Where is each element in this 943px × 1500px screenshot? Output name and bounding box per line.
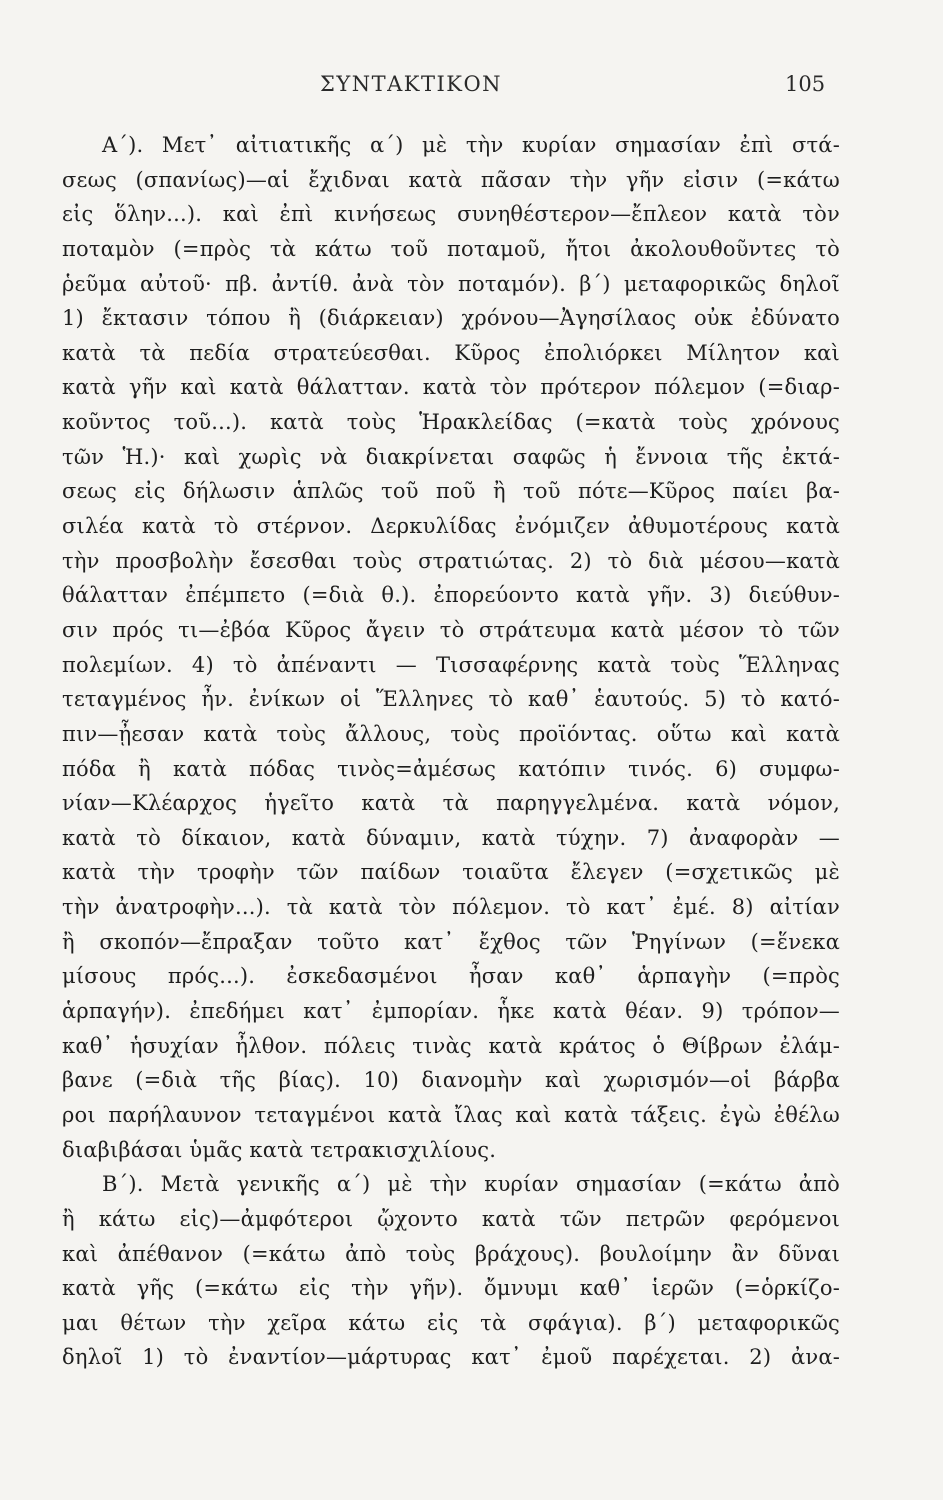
text-line: τεταγμένος ἦν. ἐνίκων οἱ Ἕλληνες τὸ καθ᾽ ἑαυτούς. 5) τὸ κατό- — [62, 687, 840, 712]
text-line: νίαν—Κλέαρχος ἡγεῖτο κατὰ τὰ παρηγγελμένα. κατὰ νόμον, — [62, 791, 840, 816]
text-line: πόδα ἢ κατὰ πόδας τινὸς=ἀμέσως κατόπιν τινός. 6) συμφω- — [62, 756, 840, 781]
text-line: Α΄). Μετ᾽ αἰτιατικῆς α΄) μὲ τὴν κυρίαν σημασίαν ἐπὶ στά- — [102, 133, 840, 157]
text-line: πιν—ᾖεσαν κατὰ τοὺς ἄλλους, τοὺς προϊόντας. οὕτω καὶ κατὰ — [62, 721, 840, 746]
text-line: σιλέα κατὰ τὸ στέρνον. Δερκυλίδας ἐνόμιζεν ἀθυμοτέρους κατὰ — [62, 514, 840, 539]
page-number: 105 — [785, 72, 826, 96]
text-line: Β΄). Μετὰ γενικῆς α΄) μὲ τὴν κυρίαν σημασίαν (=κάτω ἀπὸ — [102, 1172, 840, 1197]
text-line: ποταμὸν (=πρὸς τὰ κάτω τοῦ ποταμοῦ, ἤτοι ἀκολουθοῦντες τὸ — [62, 236, 840, 261]
text-line: κατὰ τὰ πεδία στρατεύεσθαι. Κῦρος ἐπολιόρκει Μίλητον καὶ — [62, 340, 840, 365]
text-line: ἢ σκοπόν—ἔπραξαν τοῦτο κατ᾽ ἔχθος τῶν Ῥηγίνων (=ἕνεκα — [62, 929, 840, 954]
text-line: ροι παρήλαυνον τεταγμένοι κατὰ ἴλας καὶ κατὰ τάξεις. ἐγὼ ἐθέλω — [62, 1102, 840, 1127]
text-line: κατὰ τὸ δίκαιον, κατὰ δύναμιν, κατὰ τύχην. 7) ἀναφορὰν — — [62, 825, 840, 850]
text-line: κατὰ γῆς (=κάτω εἰς τὴν γῆν). ὄμνυμι καθ᾽ ἱερῶν (=ὁρκίζο- — [62, 1276, 840, 1301]
text-line: ἢ κάτω εἰς)—ἀμφότεροι ᾤχοντο κατὰ τῶν πετρῶν φερόμενοι — [62, 1206, 840, 1231]
text-line: κοῦντος τοῦ...). κατὰ τοὺς Ἡρακλείδας (=κατὰ τοὺς χρόνους — [62, 410, 840, 435]
text-line: διαβιβάσαι ὑμᾶς κατὰ τετρακισχιλίους. — [62, 1137, 497, 1162]
text-line: καθ᾽ ἡσυχίαν ἦλθον. πόλεις τινὰς κατὰ κράτος ὁ Θίβρων ἐλάμ- — [62, 1033, 840, 1058]
text-line: τὴν προσβολὴν ἔσεσθαι τοὺς στρατιώτας. 2) τὸ διὰ μέσου—κατὰ — [62, 548, 840, 573]
text-line: σιν πρός τι—ἐβόα Κῦρος ἄγειν τὸ στράτευμα κατὰ μέσον τὸ τῶν — [62, 617, 840, 642]
text-line: μίσους πρός...). ἐσκεδασμένοι ἦσαν καθ᾽ ἁρπαγὴν (=πρὸς — [62, 964, 840, 989]
text-line: κατὰ γῆν καὶ κατὰ θάλατταν. κατὰ τὸν πρότερον πόλεμον (=διαρ- — [62, 375, 840, 400]
text-line: ῥεῦμα αὐτοῦ· πβ. ἀντίθ. ἀνὰ τὸν ποταμόν). β΄) μεταφορικῶς δηλοῖ — [62, 271, 840, 296]
text-line: μαι θέτων τὴν χεῖρα κάτω εἰς τὰ σφάγια). β΄) μεταφορικῶς — [62, 1310, 840, 1335]
text-line: τὴν ἀνατροφὴν...). τὰ κατὰ τὸν πόλεμον. τὸ κατ᾽ ἐμέ. 8) αἰτίαν — [62, 895, 840, 920]
text-line: καὶ ἀπέθανον (=κάτω ἀπὸ τοὺς βράχους). βουλοίμην ἂν δῦναι — [62, 1241, 840, 1266]
text-line: θάλατταν ἐπέμπετο (=διὰ θ.). ἐπορεύοντο κατὰ γῆν. 3) διεύθυν- — [62, 583, 840, 608]
text-line: τῶν Ἡ.)· καὶ χωρὶς νὰ διακρίνεται σαφῶς ἡ ἔννοια τῆς ἐκτά- — [62, 444, 840, 469]
text-line: δηλοῖ 1) τὸ ἐναντίον—μάρτυρας κατ᾽ ἐμοῦ παρέχεται. 2) ἀνα- — [62, 1345, 840, 1370]
text-line: βανε (=διὰ τῆς βίας). 10) διανομὴν καὶ χωρισμόν—οἱ βάρβα — [62, 1068, 840, 1093]
running-head: ΣΥΝΤΑΚΤΙΚΟΝ — [320, 72, 503, 96]
text-line: σεως εἰς δήλωσιν ἁπλῶς τοῦ ποῦ ἢ τοῦ πότε—Κῦρος παίει βα- — [62, 479, 840, 504]
text-line: σεως (σπανίως)—αἱ ἔχιδναι κατὰ πᾶσαν τὴν γῆν εἰσιν (=κάτω — [62, 167, 840, 192]
page-header — [0, 72, 943, 102]
text-line: κατὰ τὴν τροφὴν τῶν παίδων τοιαῦτα ἔλεγεν (=σχετικῶς μὲ — [62, 860, 840, 885]
text-line: εἰς ὅλην...). καὶ ἐπὶ κινήσεως συνηθέστερον—ἔπλεον κατὰ τὸν — [62, 202, 840, 227]
text-line: 1) ἔκτασιν τόπου ἢ (διάρκειαν) χρόνου—Ἀγησίλαος οὐκ ἐδύνατο — [62, 306, 840, 331]
body-text — [62, 128, 840, 1375]
text-line: πολεμίων. 4) τὸ ἀπέναντι — Τισσαφέρνης κατὰ τοὺς Ἕλληνας — [62, 652, 840, 677]
text-line: ἁρπαγήν). ἐπεδήμει κατ᾽ ἐμπορίαν. ἧκε κατὰ θέαν. 9) τρόπον— — [62, 999, 840, 1024]
